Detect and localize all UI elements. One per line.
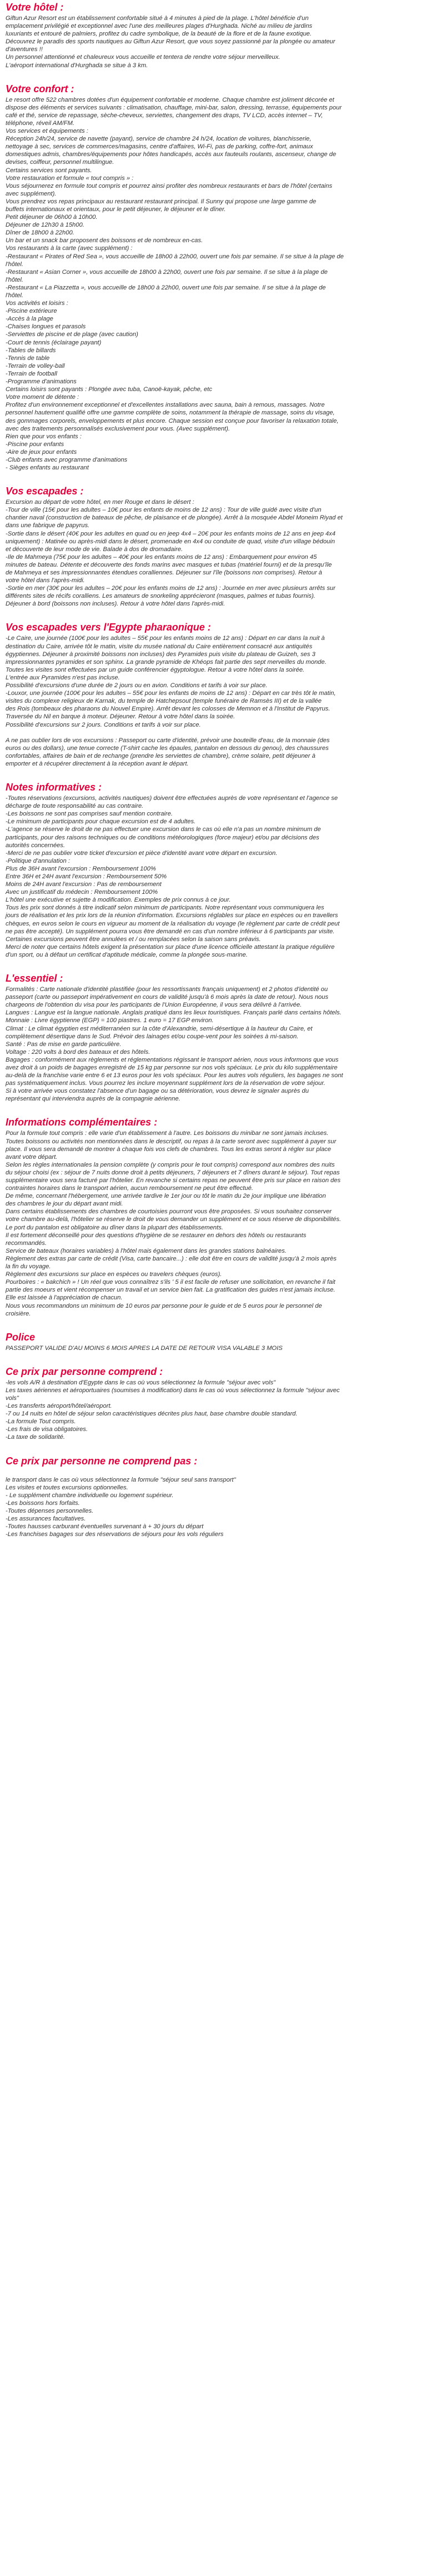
section bbox=[6, 1, 415, 69]
text-line: Langues : Langue est la langue nationale. Anglais pratiqué dans les lieux touristiques. Français parlé dans certains hôtels. bbox=[6, 1009, 342, 1017]
text-line: décharge de toute responsabilité au cas contraire. bbox=[6, 803, 144, 810]
text-line: Avec un justificatif du médecin : Remboursement 100% bbox=[6, 889, 158, 896]
text-line: Elle est laissée à l'appréciation de chacun. bbox=[6, 1294, 123, 1302]
text-line: dans une fabrique de papyrus. bbox=[6, 522, 90, 529]
section-heading: Vos escapades vers l'Egypte pharaonique : bbox=[6, 622, 211, 633]
section bbox=[6, 1455, 415, 1539]
text-line: -Serviettes de piscine et de plage (avec caution) bbox=[6, 331, 138, 338]
text-line: Traversée du Nil en barque à moteur. Déjeuner. Retour à votre hôtel dans la soirée. bbox=[6, 713, 235, 721]
text-line: Vous prendrez vos repas principaux au restaurant restaurant principal. Il Sunny qui propose une large gamme de bbox=[6, 198, 317, 205]
text-line: devises, coiffeur, personnel multilingue. bbox=[6, 159, 114, 166]
section-heading: Ce prix par personne comprend : bbox=[6, 1365, 163, 1377]
text-line: L'hôtel une exécutive et sujette à modification. Exemples de prix connus à ce jour. bbox=[6, 897, 231, 904]
text-line: Vos activités et loisirs : bbox=[6, 300, 68, 307]
text-line: Dans certains établissements des chambres de courtoisies pourront vous être proposées. Si vous souhaitez conserver bbox=[6, 1208, 332, 1216]
text-line: Pourboires : « bakchich » ! Un réel que vous connaîtrez s'ils ' 5 il est facile de refuser une sollicitation, en revanche il fait bbox=[6, 1279, 335, 1286]
text-line: Giftun Azur Resort est un établissement confortable situé à 4 minutes à pied de la plage. L'hôtel bénéficie d'un bbox=[6, 15, 309, 22]
text-line: Un personnel attentionné et chaleureux vous accueille et tentera de rendre votre séjour merveilleux. bbox=[6, 54, 280, 61]
text-line: au-delà de la franchise varie entre 6 et 13 euros pour les vols spéciaux. Pour les autres vols réguliers, les bagages ne sont bbox=[6, 1072, 343, 1079]
text-line: -Politique d'annulation : bbox=[6, 857, 70, 864]
text-line: -Les transferts aéroport/hôtel/aéroport. bbox=[6, 1403, 112, 1410]
text-line: -Court de tennis (éclairage payant) bbox=[6, 339, 102, 346]
text-line: Tous les prix sont donnés à titre indicatif selon minimum de participants. Notre représentant vous communiquera les bbox=[6, 904, 324, 912]
text-line: Les visites et toutes excursions optionnelles. bbox=[6, 1484, 128, 1491]
text-line: emplacement privilégié et exceptionnel avec l'une des meilleures plages d'Hurghada. Niché au milieu de jardins bbox=[6, 23, 313, 30]
text-line: chargeons de l'obtention du visa pour les participants de l'Union Européenne, il vous sera délivré à l'arrivée. bbox=[6, 1002, 302, 1009]
text-line: avec supplément). bbox=[6, 190, 57, 197]
text-line: -Les boissons ne sont pas comprises sauf mention contraire. bbox=[6, 811, 173, 818]
text-line: Monnaie : Livre égyptienne (EGP) = 100 piastres. 1 euro = 17 EGP environ. bbox=[6, 1017, 214, 1024]
text-line: -Club enfants avec programme d'animations bbox=[6, 456, 128, 463]
section-heading: Vos escapades : bbox=[6, 486, 84, 497]
text-line: -Le Caire, une journée (100€ pour les adultes – 55€ pour les enfants moins de 12 ans) : Départ en car dans la nuit à bbox=[6, 635, 325, 642]
text-line: Santé : Pas de mise en garde particulière. bbox=[6, 1041, 122, 1048]
text-line: place. Il vous sera demandé de montrer à chaque fois vos clefs de chambres. Tous les extras seront à régler sur place bbox=[6, 1146, 331, 1153]
text-line: -Piscine pour enfants bbox=[6, 441, 64, 448]
text-line: Entre 36H et 24H avant l'excursion : Remboursement 50% bbox=[6, 873, 167, 880]
text-line: des gommages corporels, enveloppements et plus encore. Chaque session est conçue pour favoriser la relaxation totale, bbox=[6, 417, 339, 424]
text-line: Règlement des excursions sur place en espèces ou travelers chèques (euros). bbox=[6, 1271, 222, 1278]
text-line: Moins de 24H avant l'excursion : Pas de remboursement bbox=[6, 881, 162, 888]
text-line: la fin du voyage. bbox=[6, 1263, 51, 1271]
section-heading: L'essentiel : bbox=[6, 973, 63, 984]
text-line: confortables, affaires de bain et de rechange (prendre les serviettes de chambre), crème solaire, petit déjeuner à bbox=[6, 752, 315, 759]
text-line: buffets internationaux et orientaux, pour le petit déjeuner, le déjeuner et le dîner. bbox=[6, 206, 226, 213]
text-line: Nous vous recommandons un minimum de 10 euros par personne pour le guide et de 5 euros pour le personnel de bbox=[6, 1302, 322, 1309]
section bbox=[6, 781, 415, 959]
text-line: domestiques admis, chambres/équipements pour hôtes handicapés, accès aux fauteuils roulants, ascenseur, change de bbox=[6, 151, 337, 158]
text-line: Découvrez le paradis des sports nautiques au Giftun Azur Resort, que vous soyez passionné par la plongée ou amateur bbox=[6, 38, 335, 46]
text-line: Règlement des extras par carte de crédit (Visa, carte bancaire...) : elle doit être en cours de validité jusqu'à 2 mois après bbox=[6, 1255, 337, 1262]
text-line: PASSEPORT VALIDE D'AU MOINS 6 MOIS APRES LA DATE DE RETOUR VISA VALABLE 3 MOIS bbox=[6, 1344, 283, 1352]
text-line: nettoyage à sec, services de commerces/magasins, centre d'affaires, Wi-Fi, pas de parking, coffre-fort, animaux bbox=[6, 143, 313, 151]
text-line: téléphone, réveil AM/FM. bbox=[6, 119, 74, 127]
text-line: -Piscine extérieure bbox=[6, 308, 57, 315]
text-line: personnel hautement qualifié offre une gamme complète de soins, notamment la thérapie de massage, soins du visage, bbox=[6, 409, 335, 417]
text-line: -Sortie dans le désert (40€ pour les adultes en quad ou en jeep 4x4 – 20€ pour les enfants moins de 12 ans en jeep 4x4 bbox=[6, 530, 335, 537]
text-line: L'entrée aux Pyramides n'est pas incluse. bbox=[6, 674, 120, 681]
text-line: Déjeuner de 12h30 à 15h00. bbox=[6, 222, 84, 229]
text-line: -Ile de Mahmeya (75€ pour les adultes – 40€ pour les enfants moins de 12 ans) : Embarquement pour environ 45 bbox=[6, 553, 317, 561]
text-line: chantier naval (construction de bateaux de pêche, de plaisance et de plongée). Arrêt à la mosquée Abdel Moneim Riyad et bbox=[6, 514, 343, 522]
section bbox=[6, 1365, 415, 1442]
section-heading: Votre hôtel : bbox=[6, 2, 64, 13]
text-line: euros ou des dollars), une tenue correcte (T-shirt cache les épaules, pantalon en dessous du genou), des chaussures bbox=[6, 744, 329, 752]
text-line: pas systématiquement inclus. Vous pourrez les inclure moyennant supplément lors de la réservation de votre séjour. bbox=[6, 1080, 325, 1087]
text-line: -L'agence se réserve le droit de ne pas effectuer une excursion dans le cas où elle n'a pas un nombre minimum de bbox=[6, 826, 321, 833]
text-line: Votre restauration et formule « tout compris » : bbox=[6, 174, 134, 182]
text-line: d'aventures !! bbox=[6, 46, 43, 53]
text-line: Toutes les visites sont effectuées par un guide conférencier égyptologue. Retour à votre hôtel dans la soirée. bbox=[6, 666, 305, 673]
text-line: Bagages : conformément aux règlements et réglementations régissant le transport aérien, nous vous informons que vous bbox=[6, 1056, 339, 1063]
text-line: du séjour choisi (ex : séjour de 7 nuits donne droit à petits déjeuners, 7 déjeuners et 7 dîners durant le séjour). Tout repas bbox=[6, 1169, 340, 1176]
text-line: autorités concernées. bbox=[6, 842, 65, 849]
text-line: Petit déjeuner de 06h00 à 10h00. bbox=[6, 214, 98, 221]
text-line: Les taxes aériennes et aéroportuaires (soumises à modification) dans le cas où vous sélectionnez la formule "séjour avec bbox=[6, 1387, 340, 1394]
text-line: -Tour de ville (15€ pour les adultes – 10€ pour les enfants de moins de 12 ans) : Tour de ville guidé avec visite d'un bbox=[6, 507, 322, 514]
text-line: Dîner de 18h00 à 22h00. bbox=[6, 229, 74, 237]
text-line: -Les assurances facultatives. bbox=[6, 1515, 86, 1523]
text-line: recommandés. bbox=[6, 1239, 47, 1247]
text-line: -Merci de ne pas oublier votre ticket d'excursion et pièce d'identité avant votre départ en excursion. bbox=[6, 849, 278, 857]
text-line: - Sièges enfants au restaurant bbox=[6, 464, 89, 472]
text-line: -Restaurant « La Piazzetta », vous accueille de 18h00 à 22h00, ouvert une fois par semaine. Il se situe à la plage de bbox=[6, 284, 326, 291]
text-line: égyptiennes. Déjeuner à proximité boissons non incluses) des Pyramides puis visite du plateau de Guizeh, ses 3 bbox=[6, 651, 315, 658]
text-line: Service de bateaux (horaires variables) à l'hôtel mais également dans les grandes stations balnéaires. bbox=[6, 1247, 287, 1254]
text-line: Un bar et un snack bar proposent des boissons et de nombreux en-cas. bbox=[6, 237, 203, 244]
text-line: -Sortie en mer (30€ pour les adultes – 20€ pour les enfants moins de 12 ans) : Journée en mer avec plusieurs arrêts sur bbox=[6, 585, 335, 592]
text-line: avez droit à un poids de bagages enregistré de 15 kg par personne sur nos vols spéciaux. Le prix du kilo supplémentaire bbox=[6, 1064, 338, 1071]
text-line: l'hôtel. bbox=[6, 276, 23, 283]
text-line: Certaines excursions peuvent être annulées et / ou remplacées selon la saison sans préavis. bbox=[6, 936, 261, 943]
section bbox=[6, 485, 415, 608]
text-line: visites du complexe religieux de Karnak, du temple de Hatchepsout (temple funéraire de Ramsès III) et de la vallée bbox=[6, 698, 322, 705]
text-line: Votre moment de détente : bbox=[6, 394, 79, 401]
text-line: L'aéroport international d'Hurghada se situe à 3 km. bbox=[6, 62, 148, 69]
section bbox=[6, 1331, 415, 1352]
text-line: -Restaurant « Asian Corner », vous accueille de 18h00 à 22h00, ouvert une fois par semaine. Il se situe à la plage de bbox=[6, 268, 328, 276]
text-line: -Toutes dépenses personnelles. bbox=[6, 1508, 94, 1514]
text-line: différents sites de récifs coralliens. Les amateurs de snorkeling apprécieront (masques, palmes et tubas fournis). bbox=[6, 593, 315, 600]
text-line: -Terrain de football bbox=[6, 370, 57, 377]
text-line: avec des traitements personnalisés exclusivement pour vous. (Avec supplément). bbox=[6, 425, 230, 432]
text-line: Vos restaurants à la carte (avec supplément) : bbox=[6, 245, 133, 252]
text-line: Il est fortement déconseillé pour des questions d'hygiène de se restaurer en dehors des hôtels ou restaurants bbox=[6, 1232, 307, 1239]
text-line: jours de réalisation et les prix lors de la réunion d'information. Excursions réglables sur place en espèces ou en travellers bbox=[6, 912, 338, 919]
text-line: Voltage : 220 volts à bord des bateaux et des hôtels. bbox=[6, 1048, 151, 1056]
text-line: chèques, en euros selon le cours en vigueur au moment de la réalisation du voyage (le règlement par carte de crédit peut bbox=[6, 920, 340, 927]
text-line: Profitez d'un environnement exceptionnel et d'excellentes installations avec sauna, bain à remous, massages. Notre bbox=[6, 402, 325, 409]
section-heading: Ce prix par personne ne comprend pas : bbox=[6, 1455, 198, 1467]
text-line: Possibilité d'excursions sur 2 jours. Conditions et tarifs à voir sur place. bbox=[6, 721, 201, 728]
text-line: Réception 24h/24, service de navette (payant), service de chambre 24 h/24, location de voitures, blanchisserie, bbox=[6, 136, 312, 143]
text-line: contraintes horaires dans le transport aérien, aucun remboursement ne peut être effectué. bbox=[6, 1185, 253, 1192]
text-line: Selon les règles internationales la pension complète (y compris pour le tout compris) correspond aux nombres des nuits bbox=[6, 1161, 335, 1168]
text-line: -7 ou 14 nuits en hôtel de séjour selon caractéristiques décrites plus haut, base chambre double standard. bbox=[6, 1410, 298, 1418]
text-line: Déjeuner à bord (boissons non incluses). Retour à votre hôtel dans l'après-midi. bbox=[6, 601, 225, 608]
text-line: De même, concernant l'hébergement, une arrivée tardive le 1er jour ou tôt le matin du 2e jour implique une libération bbox=[6, 1193, 326, 1200]
text-line: Vos services et équipements : bbox=[6, 128, 88, 135]
section-heading: Police bbox=[6, 1331, 36, 1343]
text-line: -La taxe de solidarité. bbox=[6, 1434, 65, 1441]
text-line: impressionnantes pyramides et son sphinx. La grande pyramide de Khéops fait partie des sept merveilles du monde. bbox=[6, 658, 327, 666]
text-line: Plus de 36H avant l'excursion : Remboursement 100% bbox=[6, 865, 156, 872]
text-line: Le port du pantalon est obligatoire au dîner dans la plupart des établissements. bbox=[6, 1224, 223, 1231]
text-line: -Toutes hausses carburant éventuelles survenant à + 30 jours du départ bbox=[6, 1523, 204, 1530]
text-line: -Les franchises bagages sur des réservations de séjours pour les vols réguliers bbox=[6, 1531, 224, 1538]
text-line: -Tables de billards bbox=[6, 347, 56, 354]
text-line: A ne pas oublier lors de vos excursions : Passeport ou carte d'identité, prévoir une bouteille d'eau, de la monnaie (des bbox=[6, 737, 330, 744]
text-line: avant votre départ. bbox=[6, 1153, 58, 1161]
text-line: Pour la formule tout compris : elle varie d'un établissement à l'autre. Les boissons du minibar ne sont jamais incluses. bbox=[6, 1130, 329, 1137]
text-line: des chambres le jour du départ avant midi. bbox=[6, 1201, 123, 1208]
text-line: -Restaurant « Pirates of Red Sea », vous accueille de 18h00 à 22h00, ouvert une fois par semaine. Il se situe à la plage de bbox=[6, 253, 344, 260]
text-line: Certains loisirs sont payants : Plongée avec tuba, Canoë-kayak, pêche, etc bbox=[6, 386, 212, 393]
text-line: Formalités : Carte nationale d'identité plastifiée (pour les ressortissants français uniquement) et 2 photos d'identité ou bbox=[6, 986, 328, 993]
text-line: -Tennis de table bbox=[6, 354, 50, 362]
text-line: minutes de bateau. Détente et découverte des fonds marins avec masques et tubas (matériel fourni) et de la presqu'île bbox=[6, 561, 332, 568]
text-line: partie des moeurs et vient récompenser un travail et un service bien fait. La gratification des guides n'est jamais incluse. bbox=[6, 1287, 335, 1294]
text-line: -Toutes réservations (excursions, activités nautiques) doivent être effectuées auprès de votre représentant et l'agence se bbox=[6, 795, 338, 802]
text-line: et découverte de leur mode de vie. Balade à dos de dromadaire. bbox=[6, 546, 183, 553]
text-line: des Rois (tombeaux des pharaons du Nouvel Empire). Arrêt devant les colosses de Memnon et à l'Institut de Papyrus. bbox=[6, 706, 330, 713]
text-line: Excursion au départ de votre hôtel, en mer Rouge et dans le désert : bbox=[6, 499, 194, 506]
section-heading: Informations complémentaires : bbox=[6, 1117, 158, 1128]
text-line: -Les boissons hors forfaits. bbox=[6, 1499, 80, 1507]
text-line: Toutes boissons ou activités non mentionnées dans le descriptif, ou repas à la carte seront avec supplément à payer sur bbox=[6, 1138, 337, 1145]
text-line bbox=[6, 1468, 415, 1476]
text-line: Rien que pour vos enfants : bbox=[6, 433, 82, 440]
text-line: -Le minimum de participants pour chaque excursion est de 4 adultes. bbox=[6, 818, 196, 826]
section bbox=[6, 83, 415, 472]
text-line bbox=[6, 729, 415, 737]
text-line: Climat : Le climat égyptien est méditerranéen sur la côte d'Alexandrie, semi-désertique à la hauteur du Caire, et bbox=[6, 1025, 313, 1032]
text-line: -les vols A/R à destination d'Egypte dans le cas où vous sélectionnez la formule "séjour avec vols" bbox=[6, 1379, 276, 1386]
text-line: - Le supplément chambre individuelle ou logement supérieur. bbox=[6, 1492, 174, 1499]
section-heading: Notes informatives : bbox=[6, 782, 102, 793]
text-line: -Chaises longues et parasols bbox=[6, 323, 86, 331]
text-line: luxuriants et entouré de palmiers, profitez du cadre symbolique, de la beauté de la flore et de la faune exotique. bbox=[6, 31, 312, 38]
text-line: -La formule Tout compris. bbox=[6, 1418, 76, 1425]
text-line: emporter et à récupérer directement à la réception avant le départ. bbox=[6, 760, 189, 767]
text-line: passeport (carte ou passeport impérativement en cours de validité jusqu'à 6 mois après la date de retour). Nous nous bbox=[6, 994, 329, 1001]
text-line: représentant qui interviendra auprès de la compagnie aérienne. bbox=[6, 1096, 181, 1103]
text-line: uniquement) : Matinée ou après-midi dans le désert, promenade en 4x4 ou conduite de quad, visite d'un village bédouin bbox=[6, 538, 335, 545]
text-line: supplémentaire vous sera facturé par l'hôtelier. En revanche si certains repas ne peuvent être pris sur place en raison des bbox=[6, 1177, 341, 1184]
text-line: d'un sport, ou à défaut un certificat d'aptitude médicale, comme la plongée sous-marine. bbox=[6, 951, 248, 958]
section bbox=[6, 1116, 415, 1317]
text-line: -Accès à la plage bbox=[6, 316, 53, 323]
text-line: Vous séjournerez en formule tout compris et pourrez ainsi profiter des nombreux restaurants et bars de l'hôtel (certains bbox=[6, 182, 333, 189]
text-line: -Aire de jeux pour enfants bbox=[6, 448, 77, 456]
text-line: destination du Caire, arrivée tôt le matin, visite du musée national du Caire entièrement consacré aux antiquités bbox=[6, 643, 313, 650]
section-heading: Votre confort : bbox=[6, 83, 74, 94]
text-line: -Programme d'animations bbox=[6, 378, 77, 386]
section bbox=[6, 621, 415, 768]
text-line: Possibilité d'excursions d'une durée de 2 jours ou en avion. Conditions et tarifs à voir sur place. bbox=[6, 682, 268, 689]
text-line: ne pas être accepté). Un supplément pourra vous être demandé en cas d'un nombre inférieur à 6 participants par visite. bbox=[6, 928, 335, 935]
text-line: l'hôtel. bbox=[6, 261, 23, 268]
text-line: de Mahmeya et ses impressionnantes étendues coralliennes. Déjeuner sur l'île (boissons non comprises). Retour à bbox=[6, 569, 322, 576]
text-line: complètement désertique dans le Sud. Prévoir des lainages et/ou coupe-vent pour les soirées à mi-saison. bbox=[6, 1033, 299, 1040]
text-line: vols" bbox=[6, 1394, 19, 1402]
text-line: Si à votre arrivée vous constatez l'absence d'un bagage ou sa détérioration, vous devrez le signaler auprès du bbox=[6, 1088, 309, 1095]
text-line: café et thé, service de repassage, sèche-cheveux, serviettes, changement des draps, TV LCD, accès internet – TV, bbox=[6, 112, 323, 119]
section bbox=[6, 972, 415, 1103]
text-line: -Terrain de volley-ball bbox=[6, 362, 65, 369]
text-line: croisière. bbox=[6, 1310, 31, 1317]
text-line: Le resort offre 522 chambres dotées d'un équipement confortable et moderne. Chaque chambre est joliment décorée et bbox=[6, 96, 334, 103]
text-line: participants, pour des raisons techniques ou de conditions météorologiques (force majeur) et/ou par décisions des bbox=[6, 834, 319, 841]
text-line: dispose des éléments et services suivants : climatisation, chauffage, mini-bar, salon, dressing, terrasse, équipements pour bbox=[6, 104, 342, 111]
text-line: votre hôtel dans l'après-midi. bbox=[6, 577, 85, 584]
text-line: -Louxor, une journée (100€ pour les adultes – 55€ pour les enfants de moins de 12 ans) : Départ en car très tôt le matin, bbox=[6, 690, 336, 697]
text-line: votre chambre au-delà, l'hôtelier se réserve le droit de vous demander un supplément et ce sous réserve de disponibilités. bbox=[6, 1216, 342, 1223]
text-line: Merci de noter que certains hôtels exigent la présentation sur place d'une licence officielle attestant la pratique régulière bbox=[6, 943, 335, 951]
text-line: l'hôtel. bbox=[6, 292, 23, 299]
text-line: le transport dans le cas où vous sélectionnez la formule "séjour seul sans transport" bbox=[6, 1476, 236, 1483]
text-line: -Les frais de visa obligatoires. bbox=[6, 1426, 88, 1433]
text-line: Certains services sont payants. bbox=[6, 167, 92, 174]
